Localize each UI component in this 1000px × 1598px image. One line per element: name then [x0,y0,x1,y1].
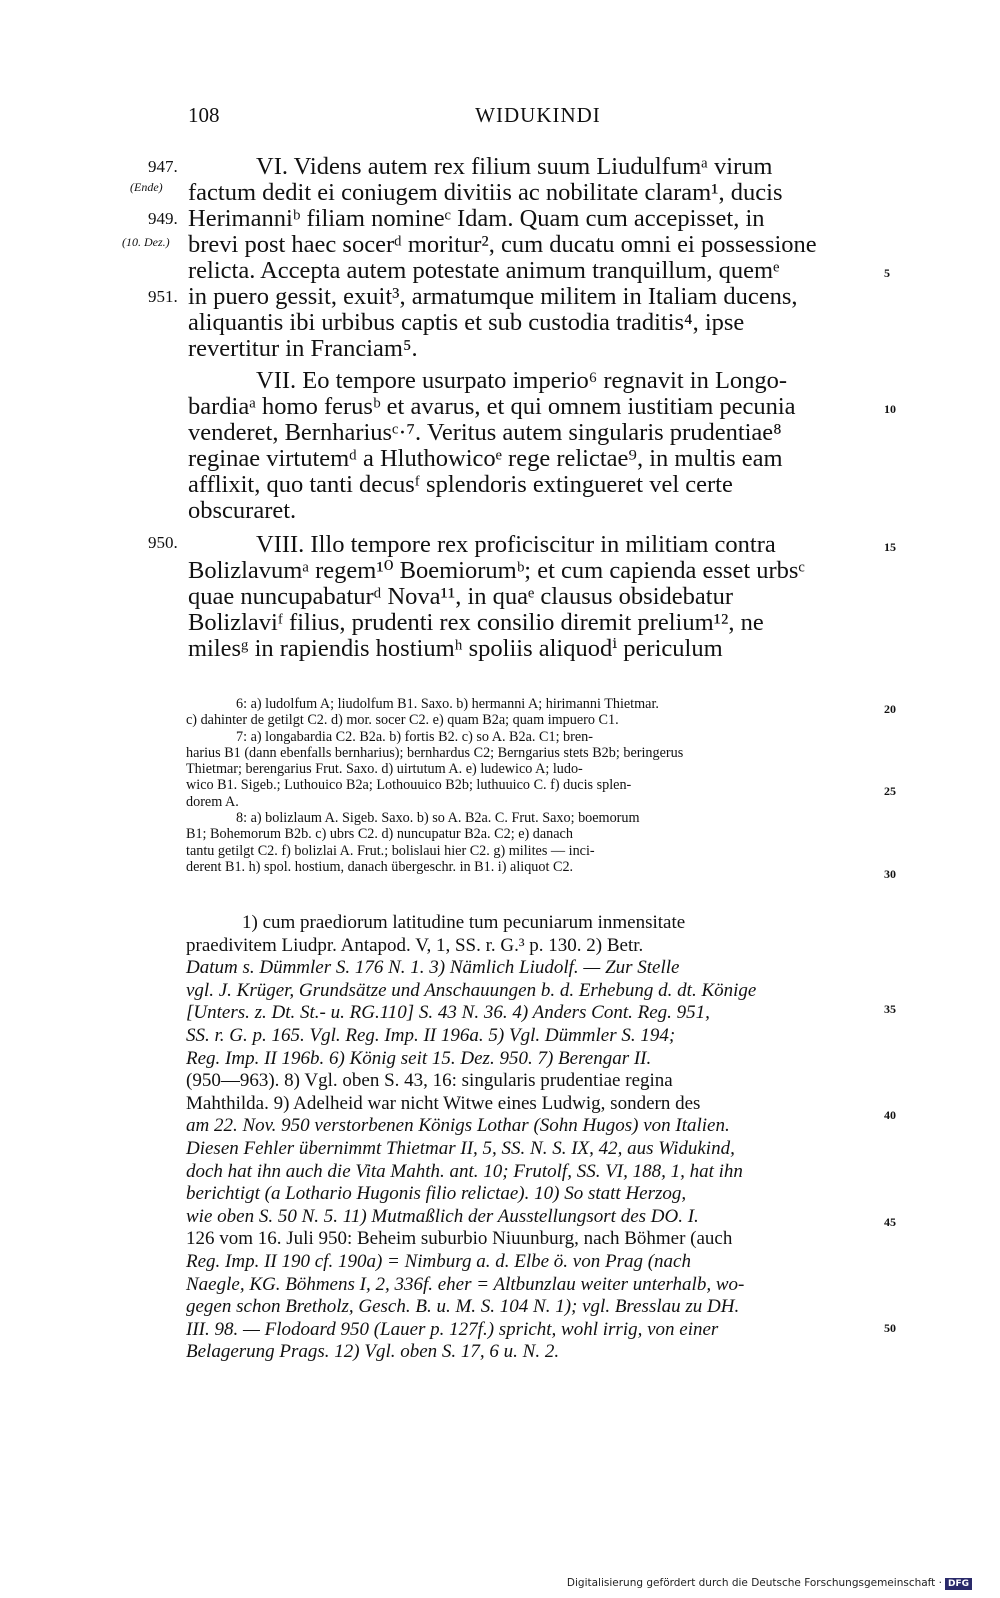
variant-line: 8: a) bolizlaum A. Sigeb. Saxo. b) so A. B2a. C. Frut. Saxo; boemorum [236,810,640,827]
line-number-10: 10 [884,402,896,416]
text-line: factum dedit ei coniugem divitiis ac nobilitate claram¹, ducis [188,179,783,206]
footnote-line: Diesen Fehler übernimmt Thietmar II, 5, SS. N. S. IX, 42, aus Widukind, [186,1137,735,1159]
footnote-line: gegen schon Bretholz, Gesch. B. u. M. S. 104 N. 1); vgl. Bresslau zu DH. [186,1296,740,1318]
footnote-line: Datum s. Dümmler S. 176 N. 1. 3) Nämlich Liudolf. — Zur Stelle [186,957,680,979]
line-number-35: 35 [884,1002,896,1016]
text-line: brevi post haec socerᵈ moritur², cum ducatu omni ei possessione [188,231,817,258]
footnote-line: praedivitem Liudpr. Antapod. V, 1, SS. r. G.³ p. 130. 2) Betr. [186,934,644,956]
footnote-line: berichtigt (a Lothario Hugonis filio relictae). 10) So statt Herzog, [186,1183,687,1205]
line-number-15: 15 [884,540,896,554]
variant-line: 7: a) longabardia C2. B2a. b) fortis B2. c) so A. B2a. C1; bren- [236,728,593,745]
footnote-line: am 22. Nov. 950 verstorbenen Königs Lothar (Sohn Hugos) von Italien. [186,1115,730,1137]
margin-year-950: 950. [148,533,178,552]
variant-line: dorem A. [186,793,239,810]
digitization-credit [567,1577,972,1590]
margin-year-947: 947. [148,157,178,176]
text-line: milesᵍ in rapiendis hostiumʰ spoliis aliquodⁱ periculum [188,635,723,662]
variant-line: tantu getilgt C2. f) bolizlai A. Frut.; bolislaui hier C2. g) milites — inci- [186,842,595,859]
variant-line: wico B1. Sigeb.; Luthouico B2a; Lothouuico B2b; luthuuico C. f) ducis splen- [186,777,632,794]
footnote-line: 126 vom 16. Juli 950: Beheim suburbio Niuunburg, nach Böhmer (auch [186,1228,733,1250]
line-number-40: 40 [884,1108,896,1122]
text-line: relicta. Accepta autem potestate animum tranquillum, quemᵉ [188,257,780,284]
footnote-line: (950—963). 8) Vgl. oben S. 43, 16: singularis prudentiae regina [186,1070,673,1092]
footnote-line: 1) cum praediorum latitudine tum pecuniarum inmensitate [242,912,686,933]
running-head: WIDUKINDI [475,103,601,127]
text-line: aliquantis ibi urbibus captis et sub custodia traditis⁴, ipse [188,309,745,336]
text-line: venderet, Bernhariusᶜ·⁷. Veritus autem singularis prudentiae⁸ [188,419,782,446]
page-number: 108 [188,103,220,127]
text-line: obscuraret. [188,497,297,524]
margin-year-949: 949. [148,209,178,228]
footnote-line: Reg. Imp. II 196b. 6) König seit 15. Dez. 950. 7) Berengar II. [186,1047,652,1069]
text-line: quae nuncupabaturᵈ Nova¹¹, in quaᵉ clausus obsidebatur [188,583,733,610]
line-number-20: 20 [884,702,896,716]
footnote-line: wie oben S. 50 N. 5. 11) Mutmaßlich der Ausstellungsort des DO. I. [186,1205,699,1227]
text-line: Bolizlavumᵃ regem¹⁰ Boemiorumᵇ; et cum capienda esset urbsᶜ [188,557,805,584]
line-number-25: 25 [884,784,896,798]
dfg-logo: DFG [945,1578,972,1590]
margin-note-dez: (10. Dez.) [122,235,170,249]
text-line: bardiaᵃ homo ferusᵇ et avarus, et qui omnem iustitiam pecunia [188,393,796,420]
text-line: Herimanniᵇ filiam nomineᶜ Idam. Quam cum accepisset, in [188,205,765,232]
variant-line: c) dahinter de getilgt C2. d) mor. socer C2. e) quam B2a; quam impuero C1. [186,712,619,729]
footnote-line: Reg. Imp. II 190 cf. 190a) = Nimburg a. d. Elbe ö. von Prag (nach [186,1250,691,1272]
footnote-line: Mahthilda. 9) Adelheid war nicht Witwe eines Ludwig, sondern des [186,1092,701,1114]
credit-text: Digitalisierung gefördert durch die Deutsche Forschungsgemeinschaft · [566,1577,942,1589]
text-line: VI. Videns autem rex filium suum Liudulfumᵃ virum [256,153,773,180]
footnote-line: Naegle, KG. Böhmens I, 2, 336f. eher = Altbunzlau weiter unterhalb, wo- [186,1273,745,1295]
text-line: VII. Eo tempore usurpato imperio⁶ regnavit in Longo- [256,367,788,394]
line-number-45: 45 [884,1215,896,1229]
text-line: afflixit, quo tanti decusᶠ splendoris extingueret vel certe [188,471,733,498]
text-line: VIII. Illo tempore rex proficiscitur in militiam contra [256,531,776,558]
text-line: reginae virtutemᵈ a Hluthowicoᵉ rege relictae⁹, in multis eam [188,445,783,472]
line-number-50: 50 [884,1321,896,1335]
variant-line: harius B1 (dann ebenfalls bernharius); bernhardus C2; Berngarius stets B2b; beringerus [186,744,684,761]
line-number-30: 30 [884,867,896,881]
text-line: Bolizlaviᶠ filius, prudenti rex consilio diremit prelium¹², ne [188,609,764,636]
page-header [188,103,888,133]
line-number-5: 5 [884,266,890,280]
footnote-line: Belagerung Prags. 12) Vgl. oben S. 17, 6 u. N. 2. [186,1341,560,1363]
footnote-line: SS. r. G. p. 165. Vgl. Reg. Imp. II 196a. 5) Vgl. Dümmler S. 194; [186,1024,676,1046]
footnote-line: vgl. J. Krüger, Grundsätze und Anschauungen b. d. Erhebung d. dt. Könige [186,979,757,1001]
variant-line: derent B1. h) spol. hostium, danach übergeschr. in B1. i) aliquot C2. [186,858,574,875]
footnote-line: doch hat ihn auch die Vita Mahth. ant. 10; Frutolf, SS. VI, 188, 1, hat ihn [186,1160,743,1182]
variant-line: B1; Bohemorum B2b. c) ubrs C2. d) nuncupatur B2a. C2; e) danach [186,826,573,843]
variant-line: 6: a) ludolfum A; liudolfum B1. Saxo. b) hermanni A; hirimanni Thietmar. [236,696,659,712]
margin-note-ende: (Ende) [130,180,163,194]
footnotes [186,912,870,1364]
text-line: in puero gessit, exuit³, armatumque militem in Italiam ducens, [188,283,798,310]
variant-apparatus [186,696,870,875]
footnote-line: [Unters. z. Dt. St.- u. RG.110] S. 43 N. 36. 4) Anders Cont. Reg. 951, [186,1002,710,1024]
text-line: revertitur in Franciam⁵. [188,335,418,362]
variant-line: Thietmar; berengarius Frut. Saxo. d) uirtutum A. e) ludewico A; ludo- [186,761,583,778]
margin-year-951: 951. [148,287,178,306]
footnote-line: III. 98. — Flodoard 950 (Lauer p. 127f.) spricht, wohl irrig, von einer [186,1318,719,1340]
